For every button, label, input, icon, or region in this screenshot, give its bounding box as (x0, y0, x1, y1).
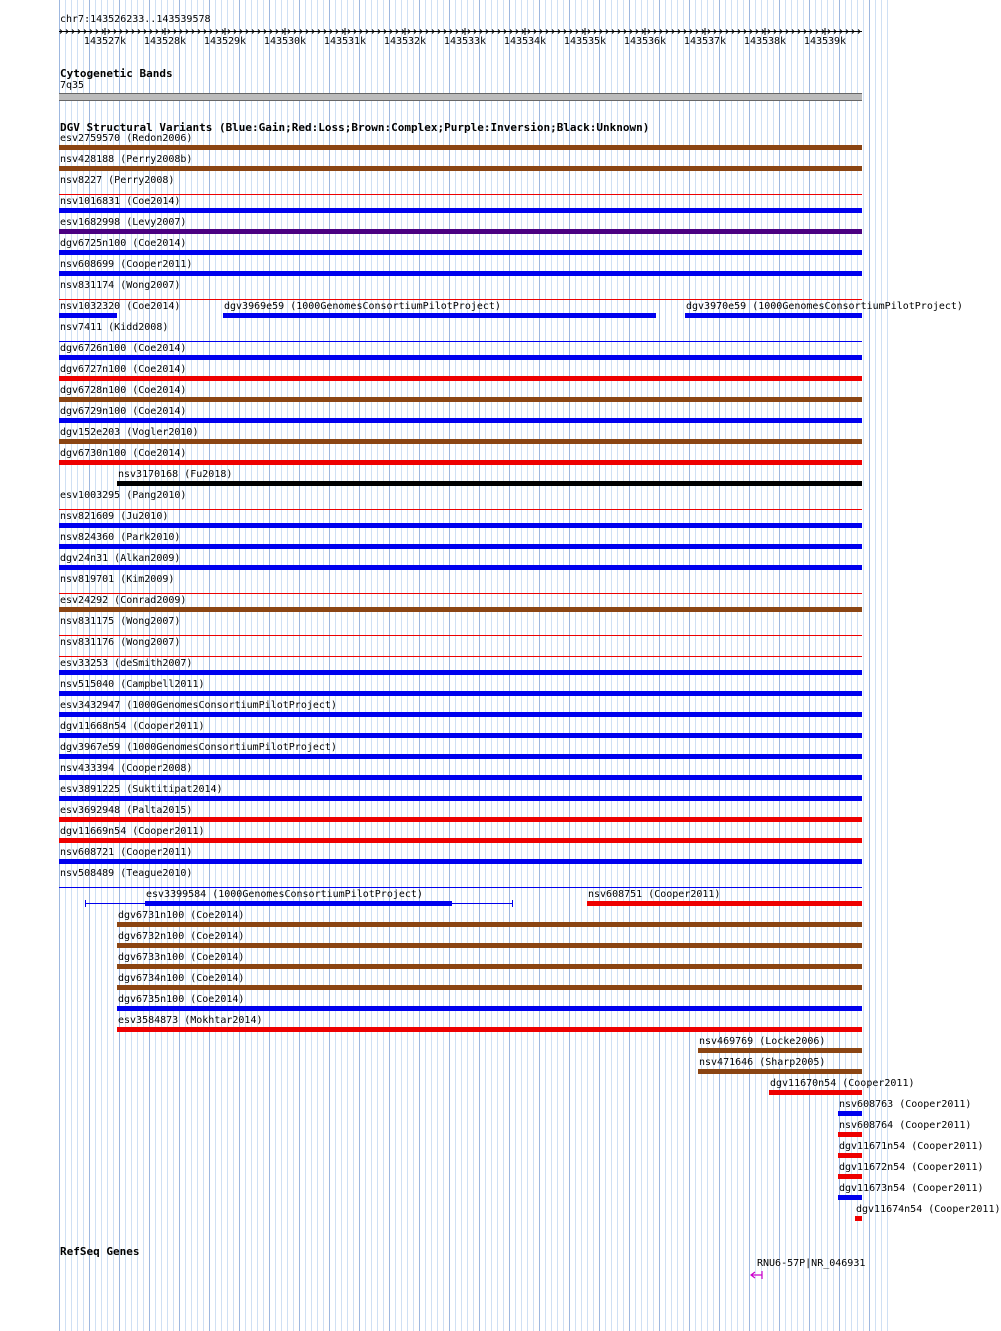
variant-label[interactable]: dgv6729n100 (Coe2014) (60, 406, 187, 417)
ruler-tick-label: 143537k (683, 36, 727, 47)
variant-bar[interactable] (59, 460, 862, 465)
variant-bar[interactable] (117, 1027, 862, 1032)
variant-label[interactable]: nsv433394 (Cooper2008) (60, 763, 193, 774)
variant-bar[interactable] (117, 985, 862, 990)
variant-label[interactable]: dgv11670n54 (Cooper2011) (770, 1078, 915, 1089)
variant-label[interactable]: nsv608699 (Cooper2011) (60, 259, 193, 270)
variant-label[interactable]: dgv11672n54 (Cooper2011) (839, 1162, 984, 1173)
ruler-tick-label: 143538k (743, 36, 787, 47)
variant-label[interactable]: dgv6731n100 (Coe2014) (118, 910, 245, 921)
variant-bar[interactable] (117, 922, 862, 927)
variant-bar[interactable] (59, 544, 862, 549)
variant-bar[interactable] (59, 754, 862, 759)
variant-bar[interactable] (59, 145, 862, 150)
variant-label[interactable]: nsv7411 (Kidd2008) (60, 322, 169, 333)
variant-label[interactable]: nsv608721 (Cooper2011) (60, 847, 193, 858)
ruler-tick-label: 143529k (203, 36, 247, 47)
ruler-tick-label: 143535k (563, 36, 607, 47)
variant-label[interactable]: esv24292 (Conrad2009) (60, 595, 187, 606)
ruler-tick-label: 143530k (263, 36, 307, 47)
variant-bar[interactable] (145, 901, 452, 906)
variant-bar[interactable] (59, 817, 862, 822)
cytoband-track-title: Cytogenetic Bands (60, 67, 173, 80)
variant-label[interactable]: esv1003295 (Pang2010) (60, 490, 187, 501)
variant-bar[interactable] (59, 509, 862, 510)
variant-label[interactable]: dgv3967e59 (1000GenomesConsortiumPilotProject) (60, 742, 337, 753)
variant-bar[interactable] (698, 1069, 862, 1074)
variant-bar[interactable] (59, 656, 862, 657)
variant-label[interactable]: dgv11669n54 (Cooper2011) (60, 826, 205, 837)
variant-bar[interactable] (59, 271, 862, 276)
variant-label[interactable]: nsv608764 (Cooper2011) (839, 1120, 972, 1131)
variant-bar[interactable] (59, 208, 862, 213)
variant-bar[interactable] (59, 838, 862, 843)
variant-bar[interactable] (59, 439, 862, 444)
variant-bar[interactable] (223, 313, 656, 318)
variant-bar[interactable] (59, 593, 862, 594)
variant-bar[interactable] (59, 250, 862, 255)
variant-label[interactable]: nsv515040 (Campbell2011) (60, 679, 205, 690)
gene-feature[interactable] (750, 1269, 764, 1281)
variant-bar[interactable] (59, 418, 862, 423)
variant-label[interactable]: dgv11673n54 (Cooper2011) (839, 1183, 984, 1194)
variant-bar[interactable] (769, 1090, 862, 1095)
variant-bar[interactable] (685, 313, 862, 318)
variant-label[interactable]: nsv469769 (Locke2006) (699, 1036, 826, 1047)
variant-bar[interactable] (59, 565, 862, 570)
variant-bar[interactable] (59, 733, 862, 738)
variant-bar[interactable] (59, 887, 862, 888)
ruler-tick-label: 143527k (83, 36, 127, 47)
variant-whisker-cap (512, 900, 513, 907)
variant-bar[interactable] (59, 859, 862, 864)
variant-label[interactable]: nsv8227 (Perry2008) (60, 175, 175, 186)
ruler-tick-label: 143536k (623, 36, 667, 47)
variant-label[interactable]: dgv24n31 (Alkan2009) (60, 553, 181, 564)
variant-label[interactable]: dgv6725n100 (Coe2014) (60, 238, 187, 249)
ruler-tick-label: 143528k (143, 36, 187, 47)
refseq-track-title: RefSeq Genes (60, 1245, 140, 1258)
variant-bar[interactable] (59, 691, 862, 696)
variant-label[interactable]: esv3891225 (Suktitipat2014) (60, 784, 223, 795)
variant-bar[interactable] (59, 299, 862, 300)
variant-label[interactable]: nsv608763 (Cooper2011) (839, 1099, 972, 1110)
variant-label[interactable]: dgv152e203 (Vogler2010) (60, 427, 199, 438)
variant-label[interactable]: nsv831176 (Wong2007) (60, 637, 181, 648)
variant-label[interactable]: dgv11674n54 (Cooper2011) (856, 1204, 1001, 1215)
variant-label[interactable]: dgv6733n100 (Coe2014) (118, 952, 245, 963)
variant-label[interactable]: esv3432947 (1000GenomesConsortiumPilotProject) (60, 700, 337, 711)
gene-label[interactable]: RNU6-57P|NR_046931 (757, 1258, 866, 1269)
variant-label[interactable]: esv33253 (deSmith2007) (60, 658, 193, 669)
variant-bar[interactable] (59, 712, 862, 717)
variant-bar[interactable] (838, 1174, 862, 1179)
variant-bar[interactable] (59, 635, 862, 636)
variant-bar[interactable] (59, 523, 862, 528)
variant-label[interactable]: dgv6730n100 (Coe2014) (60, 448, 187, 459)
ruler-tick-label: 143534k (503, 36, 547, 47)
variant-bar[interactable] (59, 341, 862, 342)
variant-bar[interactable] (59, 355, 862, 360)
variant-bar[interactable] (838, 1195, 862, 1200)
variant-label[interactable]: esv2759570 (Redon2006) (60, 133, 193, 144)
dgv-track-title: DGV Structural Variants (Blue:Gain;Red:Loss;Brown:Complex;Purple:Inversion;Black:Unknown) (60, 121, 650, 134)
variant-label[interactable]: nsv608751 (Cooper2011) (588, 889, 721, 900)
variant-label[interactable]: nsv821609 (Ju2010) (60, 511, 169, 522)
variant-bar[interactable] (59, 376, 862, 381)
variant-bar[interactable] (838, 1132, 862, 1137)
variant-label[interactable]: esv3584873 (Mokhtar2014) (118, 1015, 263, 1026)
variant-bar[interactable] (838, 1153, 862, 1158)
variant-bar[interactable] (117, 943, 862, 948)
variant-label[interactable]: dgv6734n100 (Coe2014) (118, 973, 245, 984)
variant-label[interactable]: nsv819701 (Kim2009) (60, 574, 175, 585)
variant-label[interactable]: nsv3170168 (Fu2018) (118, 469, 233, 480)
variant-bar[interactable] (838, 1111, 862, 1116)
variant-bar[interactable] (59, 670, 862, 675)
variant-label[interactable]: nsv831175 (Wong2007) (60, 616, 181, 627)
variant-label[interactable]: nsv428188 (Perry2008b) (60, 154, 193, 165)
variant-label[interactable]: esv3399584 (1000GenomesConsortiumPilotProject) (146, 889, 423, 900)
variant-label[interactable]: dgv6732n100 (Coe2014) (118, 931, 245, 942)
variant-bar[interactable] (855, 1216, 862, 1221)
variant-label[interactable]: dgv6735n100 (Coe2014) (118, 994, 245, 1005)
variant-label[interactable]: dgv11668n54 (Cooper2011) (60, 721, 205, 732)
variant-label[interactable]: dgv6726n100 (Coe2014) (60, 343, 187, 354)
variant-label[interactable]: dgv6728n100 (Coe2014) (60, 385, 187, 396)
variant-bar[interactable] (117, 964, 862, 969)
variant-whisker-cap (85, 900, 86, 907)
ruler-tick-label: 143533k (443, 36, 487, 47)
ruler-tick-label: 143531k (323, 36, 367, 47)
cytoband-label: 7q35 (60, 80, 85, 91)
variant-bar[interactable] (59, 397, 862, 402)
variant-label[interactable]: nsv471646 (Sharp2005) (699, 1057, 826, 1068)
variant-label[interactable]: nsv1032320 (Coe2014) (60, 301, 181, 312)
variant-label[interactable]: dgv3970e59 (1000GenomesConsortiumPilotProject) (686, 301, 963, 312)
variant-label[interactable]: dgv6727n100 (Coe2014) (60, 364, 187, 375)
variant-bar[interactable] (117, 481, 862, 486)
variant-bar[interactable] (59, 607, 862, 612)
variant-label[interactable]: nsv824360 (Park2010) (60, 532, 181, 543)
variant-bar[interactable] (59, 166, 862, 171)
variant-bar[interactable] (59, 775, 862, 780)
variant-bar[interactable] (59, 229, 862, 234)
variant-label[interactable]: dgv3969e59 (1000GenomesConsortiumPilotProject) (224, 301, 501, 312)
variant-bar[interactable] (59, 194, 862, 195)
variant-label[interactable]: dgv11671n54 (Cooper2011) (839, 1141, 984, 1152)
variant-bar[interactable] (59, 313, 117, 318)
variant-label[interactable]: nsv831174 (Wong2007) (60, 280, 181, 291)
variant-bar[interactable] (587, 901, 862, 906)
variant-label[interactable]: esv1682998 (Levy2007) (60, 217, 187, 228)
position-label: chr7:143526233..143539578 (60, 14, 211, 25)
gene-strand-icon (750, 1269, 764, 1281)
variant-label[interactable]: nsv508489 (Teague2010) (60, 868, 193, 879)
ruler-tick-label: 143532k (383, 36, 427, 47)
variant-label[interactable]: esv3692948 (Palta2015) (60, 805, 193, 816)
variant-label[interactable]: nsv1016831 (Coe2014) (60, 196, 181, 207)
variant-bar[interactable] (59, 796, 862, 801)
variant-bar[interactable] (698, 1048, 862, 1053)
ruler-tick-label: 143539k (803, 36, 847, 47)
variant-bar[interactable] (117, 1006, 862, 1011)
